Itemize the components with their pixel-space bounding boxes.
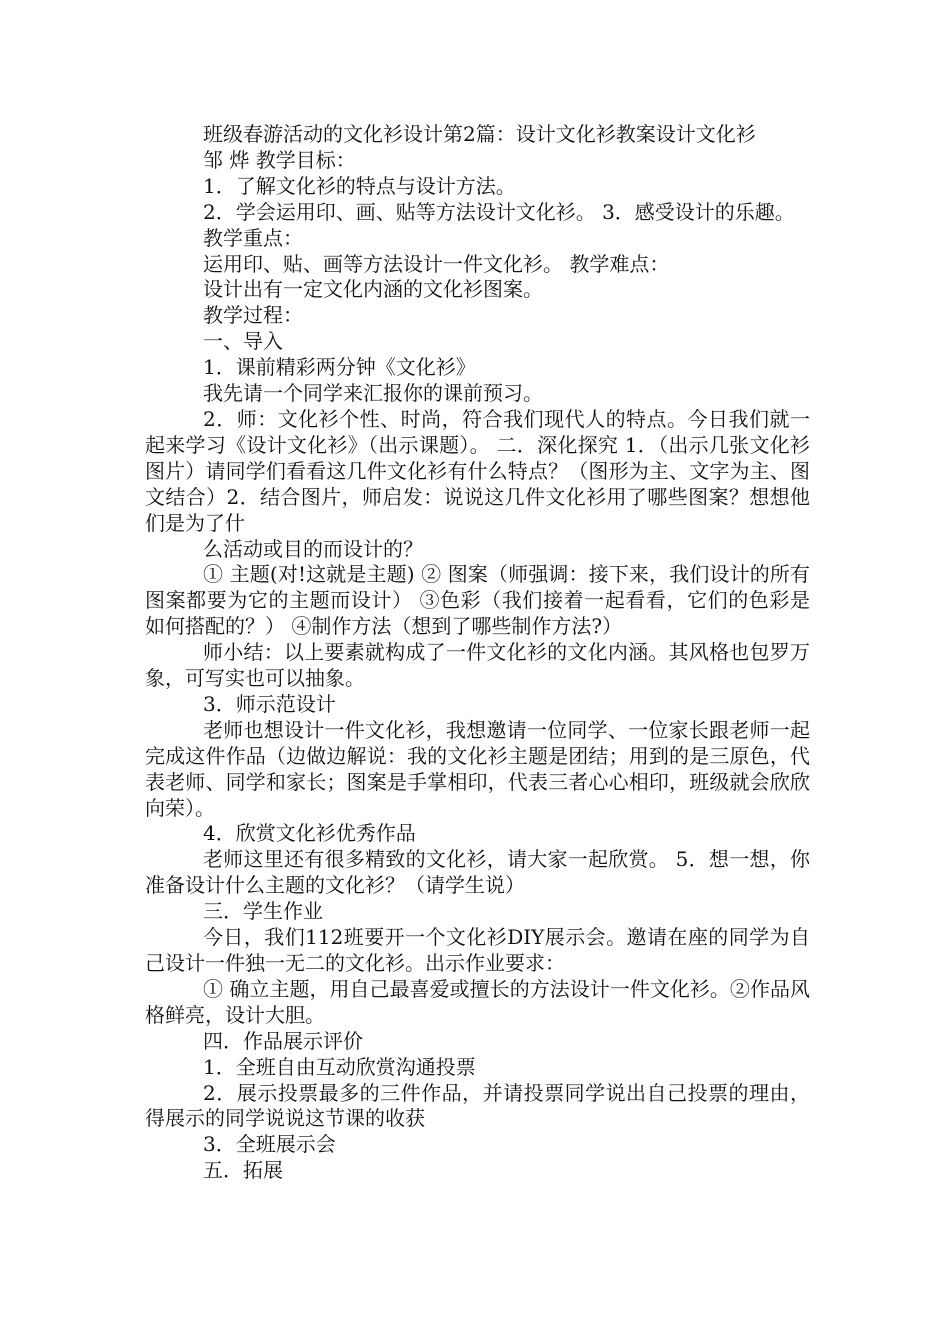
paragraph: 老师这里还有很多精致的文化衫，请大家一起欣赏。 5．想一想，你准备设计什么主题的文化衫？（请学生说）: [145, 847, 810, 898]
paragraph: 3．全班展示会: [203, 1132, 336, 1157]
paragraph: 今日，我们112班要开一个文化衫DIY展示会。邀请在座的同学为自己设计一件独一无二的文化衫。出示作业要求：: [145, 925, 810, 975]
paragraph-author-objectives: 邹 烨 教学目标：: [203, 147, 356, 172]
section-heading: 四．作品展示评价: [203, 1028, 363, 1053]
paragraph: 1．了解文化衫的特点与设计方法。: [203, 173, 516, 198]
paragraph: 4．欣赏文化衫优秀作品: [203, 821, 416, 846]
paragraph: 教学过程：: [203, 303, 303, 328]
paragraph: 老师也想设计一件文化衫，我想邀请一位同学、一位家长跟老师一起完成这件作品（边做边解说：我的文化衫主题是团结；用到的是三原色，代表老师、同学和家长；图案是手掌相印，代表三者心心相印，班级就会欣欣向荣）。: [145, 717, 810, 820]
paragraph: 运用印、贴、画等方法设计一件文化衫。 教学难点：: [203, 251, 670, 276]
paragraph-title: 班级春游活动的文化衫设计第2篇：设计文化衫教案设计文化衫: [203, 122, 756, 146]
section-heading: 五．拓展: [203, 1158, 283, 1183]
paragraph: 2．展示投票最多的三件作品，并请投票同学说出自己投票的理由，得展示的同学说说这节课的收获: [145, 1080, 810, 1131]
paragraph: 我先请一个同学来汇报你的课前预习。: [203, 381, 543, 406]
paragraph: 设计出有一定文化内涵的文化衫图案。: [203, 277, 543, 302]
paragraph: ① 确立主题，用自己最喜爱或擅长的方法设计一件文化衫。②作品风格鲜亮，设计大胆。: [145, 976, 810, 1027]
paragraph: 教学重点：: [203, 225, 303, 250]
paragraph: 师小结：以上要素就构成了一件文化衫的文化内涵。其风格也包罗万象，可写实也可以抽象。: [145, 640, 810, 691]
paragraph: 2．师：文化衫个性、时尚，符合我们现代人的特点。今日我们就一起来学习《设计文化衫》（出示课题）。 二．深化探究 1．（出示几张文化衫图片）请同学们看看这几件文化衫有什么特点？（图形为主、文字为主、图文结合）2．结合图片，师启发：说说这几件文化衫用了哪些图案？想想他们是为了什: [145, 406, 810, 535]
paragraph: 1．全班自由互动欣赏沟通投票: [203, 1054, 476, 1079]
paragraph: 3．师示范设计: [203, 691, 336, 716]
paragraph: ① 主题(对!这就是主题) ② 图案（师强调：接下来，我们设计的所有图案都要为它的主题而设计） ③色彩（我们接着一起看看，它们的色彩是如何搭配的？） ④制作方法（想到了哪些制作方法?）: [145, 562, 810, 639]
section-heading: 一、导入: [203, 329, 283, 354]
section-heading: 三．学生作业: [203, 899, 323, 924]
paragraph: 么活动或目的而设计的？: [203, 536, 423, 561]
paragraph: 1．课前精彩两分钟《文化衫》: [203, 355, 476, 380]
document-body: [145, 122, 810, 1184]
paragraph: 2．学会运用印、画、贴等方法设计文化衫。 3．感受设计的乐趣。: [203, 199, 795, 224]
